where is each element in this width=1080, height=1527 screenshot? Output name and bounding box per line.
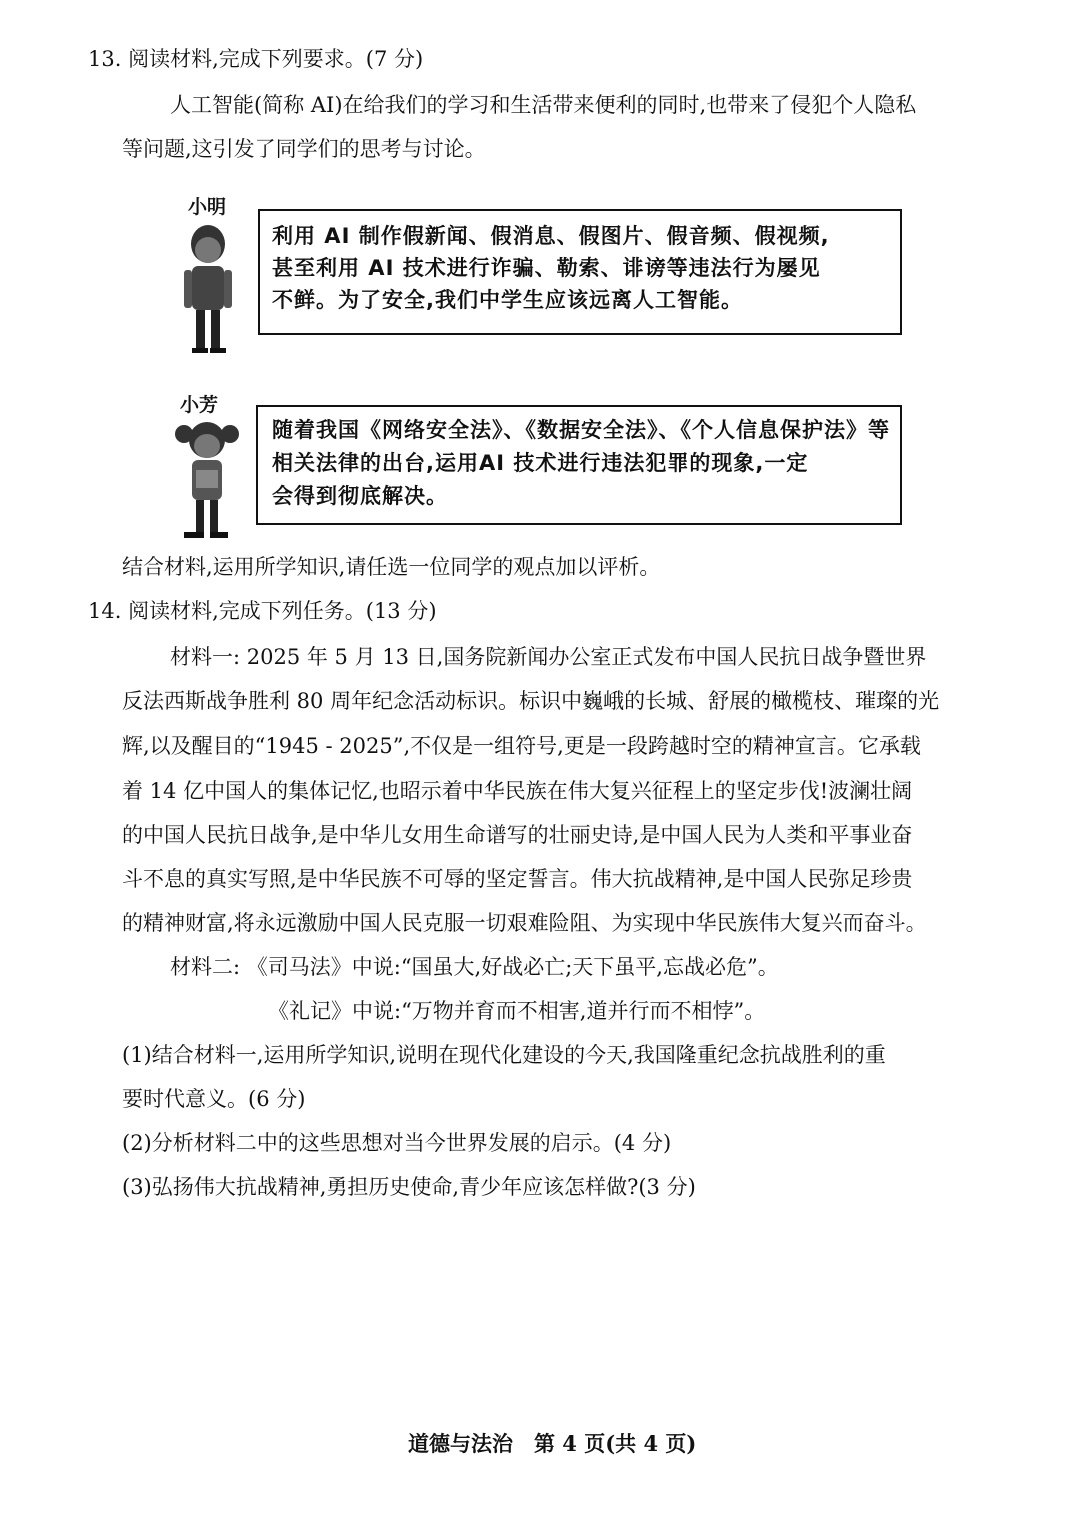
xiaoming-speech-line: 甚至利用 AI 技术进行诈骗、勒索、诽谤等违法行为屡见	[272, 256, 821, 280]
q14-title: 14. 阅读材料,完成下列任务。(13 分)	[88, 599, 437, 623]
q14-material1-line: 反法西斯战争胜利 80 周年纪念活动标识。标识中巍峨的长城、舒展的橄榄枝、璀璨的光	[122, 689, 940, 713]
q14-material2-line: 《礼记》中说:“万物并育而不相害,道并行而不相悖”。	[268, 999, 766, 1023]
xiaoming-name-label: 小明	[188, 196, 227, 218]
q14-material1-line: 斗不息的真实写照,是中华民族不可辱的坚定誓言。伟大抗战精神,是中国人民弥足珍贵	[122, 867, 913, 891]
xiaofang-name-label: 小芳	[180, 394, 219, 416]
q13-intro-line: 等问题,这引发了同学们的思考与讨论。	[122, 137, 486, 161]
xiaoming-speech-line: 不鲜。为了安全,我们中学生应该远离人工智能。	[272, 288, 743, 312]
page-footer: 道德与法治 第 4 页(共 4 页)	[408, 1431, 697, 1456]
q14-sub1-line: (1)结合材料一,运用所学知识,说明在现代化建设的今天,我国隆重纪念抗战胜利的重	[122, 1043, 886, 1067]
xiaofang-speech-line: 会得到彻底解决。	[272, 484, 448, 508]
q14-sub1-line: 要时代意义。(6 分)	[122, 1087, 306, 1111]
q13-intro-line: 人工智能(简称 AI)在给我们的学习和生活带来便利的同时,也带来了侵犯个人隐私	[170, 93, 917, 117]
q14-material2-line: 材料二: 《司马法》中说:“国虽大,好战必亡;天下虽平,忘战必危”。	[170, 955, 779, 979]
q14-material1-line: 着 14 亿中国人的集体记忆,也昭示着中华民族在伟大复兴征程上的坚定步伐!波澜壮阔	[122, 779, 913, 803]
xiaofang-speech-line: 相关法律的出台,运用AI 技术进行违法犯罪的现象,一定	[272, 451, 809, 475]
q14-material1-line: 的中国人民抗日战争,是中华儿女用生命谱写的壮丽史诗,是中国人民为人类和平事业奋	[122, 823, 913, 847]
q14-material1-line: 材料一: 2025 年 5 月 13 日,国务院新闻办公室正式发布中国人民抗日战争暨世界	[170, 645, 927, 669]
q14-material1-line: 的精神财富,将永远激励中国人民克服一切艰难险阻、为实现中华民族伟大复兴而奋斗。	[122, 911, 927, 935]
xiaofang-speech-line: 随着我国《网络安全法》、《数据安全法》、《个人信息保护法》等	[272, 418, 890, 442]
q14-material1-line: 辉,以及醒目的“1945 - 2025”,不仅是一组符号,更是一段跨越时空的精神宣言。它承载	[122, 734, 921, 758]
xiaoming-figure-icon	[178, 222, 238, 354]
q14-sub2: (2)分析材料二中的这些思想对当今世界发展的启示。(4 分)	[122, 1131, 672, 1155]
xiaoming-speech-line: 利用 AI 制作假新闻、假消息、假图片、假音频、假视频,	[272, 224, 830, 248]
q14-sub3: (3)弘扬伟大抗战精神,勇担历史使命,青少年应该怎样做?(3 分)	[122, 1175, 696, 1199]
xiaofang-figure-icon	[172, 418, 242, 542]
q13-task: 结合材料,运用所学知识,请任选一位同学的观点加以评析。	[122, 555, 661, 579]
q13-title: 13. 阅读材料,完成下列要求。(7 分)	[88, 47, 424, 71]
